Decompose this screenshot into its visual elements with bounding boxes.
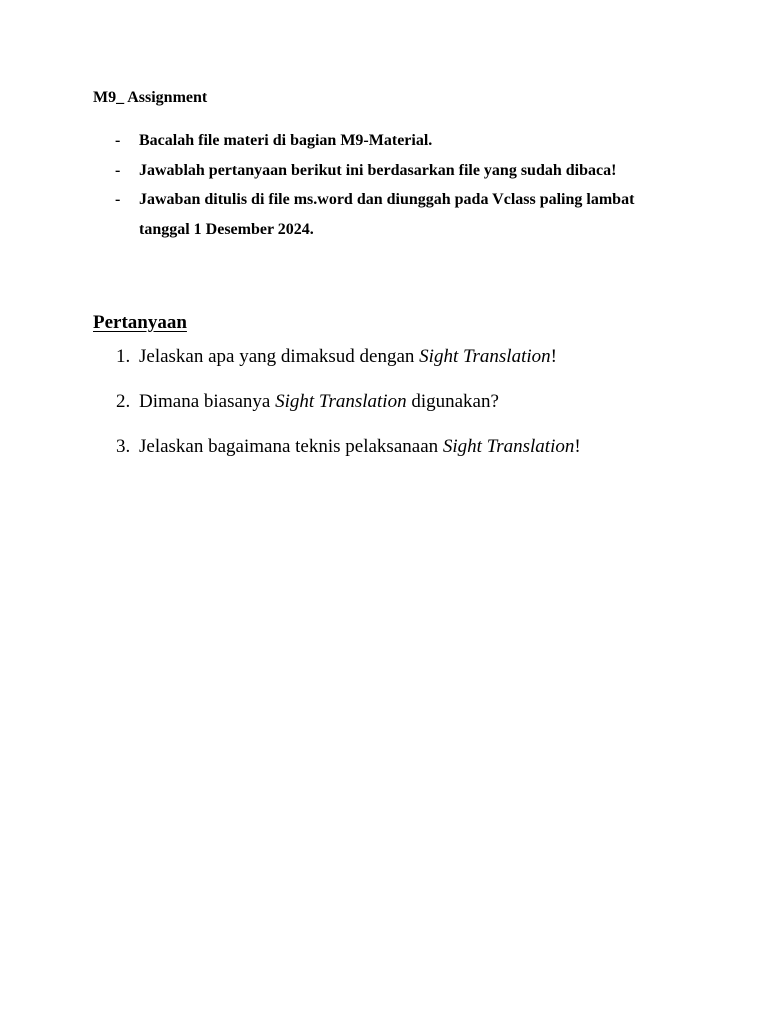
instruction-bullet: - (115, 132, 121, 149)
instruction-text: Jawaban ditulis di file ms.word dan diunggah pada Vclass paling lambat tanggal 1 Desember 2024. (139, 191, 635, 238)
instruction-text: Bacalah file materi di bagian M9-Material. (139, 132, 433, 149)
question-term: Sight Translation (419, 346, 551, 367)
instruction-item (0, 185, 659, 244)
instruction-item (0, 156, 659, 186)
question-text-end: ! (574, 436, 581, 457)
question-text-start: Dimana biasanya (139, 391, 276, 412)
question-number: 3. (116, 436, 131, 457)
question-item (0, 434, 768, 460)
instruction-bullet: - (115, 191, 121, 208)
question-number: 1. (116, 346, 131, 367)
instruction-text: Jawablah pertanyaan berikut ini berdasarkan file yang sudah dibaca! (139, 161, 617, 179)
question-term: Sight Translation (442, 436, 575, 457)
question-number: 2. (116, 391, 131, 412)
question-text-end: ! (550, 346, 557, 367)
document-title: M9_ Assignment (93, 89, 208, 106)
question-item (0, 389, 768, 415)
instruction-item (0, 126, 659, 156)
instruction-bullet: - (115, 161, 121, 179)
instruction-list (0, 126, 768, 244)
question-list (0, 344, 768, 479)
question-text-start: Jelaskan apa yang dimaksud dengan (139, 346, 420, 367)
question-text-start: Jelaskan bagaimana teknis pelaksanaan (139, 436, 443, 457)
question-text-end: digunakan? (406, 391, 499, 412)
question-term: Sight Translation (275, 391, 407, 412)
section-heading: Pertanyaan (93, 312, 187, 333)
question-item (0, 344, 768, 370)
